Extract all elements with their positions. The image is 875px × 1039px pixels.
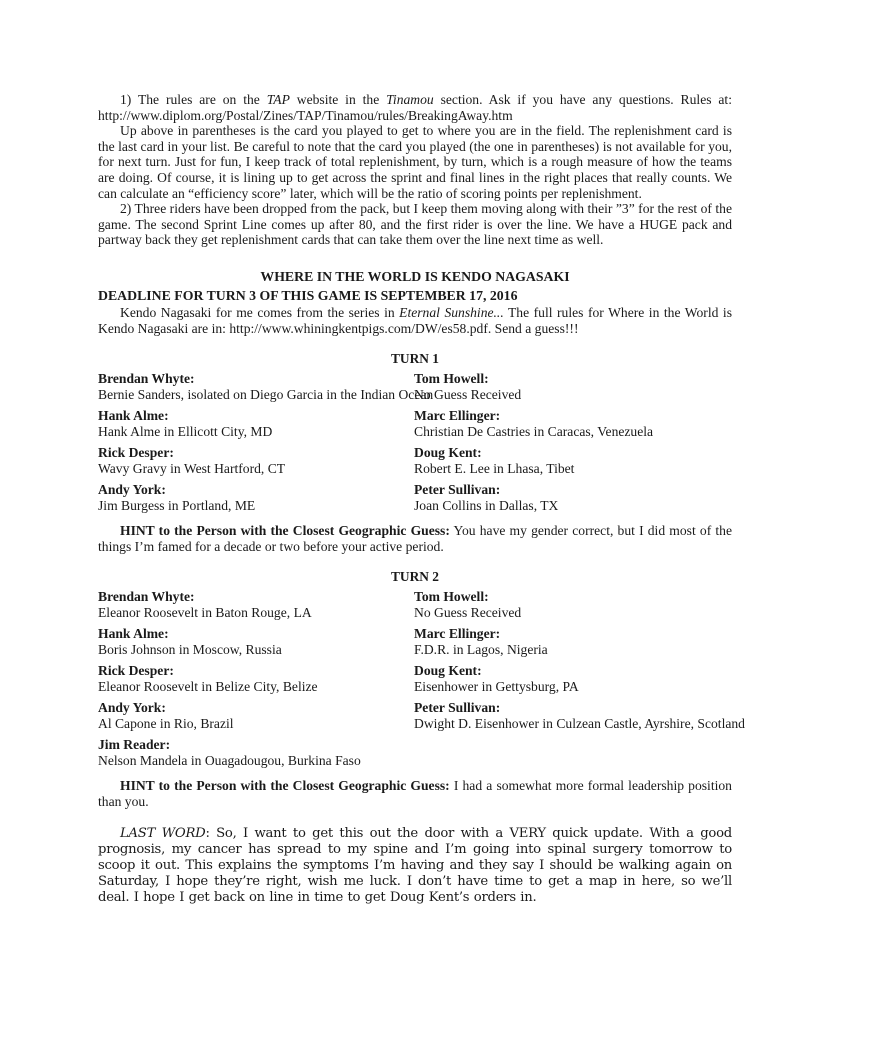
player-name: Doug Kent: bbox=[414, 445, 482, 461]
player-name: Rick Desper: bbox=[98, 445, 174, 461]
game-intro bbox=[98, 305, 732, 336]
riders-paragraph: 2) Three riders have been dropped from the pack, but I keep them moving along with their ”3” for the rest of the game. The second Sprint Line comes up after 80, and the first rider is over the line. We have a HUGE pack and partway back they get replenishment cards that can take them over the line next time as well. bbox=[98, 201, 732, 248]
guess-row bbox=[98, 445, 732, 482]
guess-entry bbox=[414, 408, 875, 440]
player-name: Hank Alme: bbox=[98, 626, 169, 642]
player-name: Doug Kent: bbox=[414, 663, 482, 679]
tap-term: TAP bbox=[266, 92, 290, 107]
player-guess: No Guess Received bbox=[414, 605, 522, 621]
guess-entry bbox=[414, 626, 875, 658]
guess-grid bbox=[98, 371, 732, 519]
player-guess: No Guess Received bbox=[414, 387, 522, 403]
turn-section bbox=[98, 569, 745, 809]
last-word-text: : So, I want to get this out the door with a VERY quick update. With a good prognosis, my cancer has spread to my spine and I’m going into spinal surgery tomorrow to scoop it out. This explains the symptoms I’m having and they say I should be walking again on Saturday, I hope they’re right, wish me luck. I don’t have time to get a map in here, so we’ll deal. I hope I get back on line in time to get Doug Kent’s orders in. bbox=[98, 825, 733, 905]
player-name: Jim Reader: bbox=[98, 737, 171, 753]
rules-url-text: section. Ask if you have any questions. Rules at: http://www.diplom.org/Postal/Zines/TAP/Tinamou/rules/BreakingAway.htm bbox=[98, 92, 732, 123]
deadline-heading: DEADLINE FOR TURN 3 OF THIS GAME IS SEPTEMBER 17, 2016 bbox=[98, 287, 518, 303]
player-guess: Al Capone in Rio, Brazil bbox=[98, 716, 234, 732]
player-name: Andy York: bbox=[98, 700, 166, 716]
series-title: Eternal Sunshine... bbox=[399, 304, 504, 320]
tinamou-term: Tinamou bbox=[386, 92, 434, 107]
player-name: Tom Howell: bbox=[414, 371, 489, 387]
player-guess: Joan Collins in Dallas, TX bbox=[414, 498, 559, 514]
hint-label: HINT to the Person with the Closest Geographic Guess: bbox=[120, 523, 450, 539]
guess-entry bbox=[414, 700, 875, 732]
guess-entry bbox=[414, 663, 875, 695]
player-name: Marc Ellinger: bbox=[414, 626, 501, 642]
player-guess: Nelson Mandela in Ouagadougou, Burkina Faso bbox=[98, 753, 361, 769]
player-name: Peter Sullivan: bbox=[414, 700, 501, 716]
player-guess: Dwight D. Eisenhower in Culzean Castle, Ayrshire, Scotland bbox=[414, 716, 745, 732]
player-guess: F.D.R. in Lagos, Nigeria bbox=[414, 642, 548, 658]
player-guess: Jim Burgess in Portland, ME bbox=[98, 498, 256, 514]
player-name: Rick Desper: bbox=[98, 663, 174, 679]
intro-text: Kendo Nagasaki for me comes from the series in bbox=[120, 304, 400, 320]
rules-text: website in the bbox=[289, 92, 387, 107]
intro-text: The full rules for Where in the World is Kendo Nagasaki are in: http://www.whiningkentpigs.com/DW/es58.pdf. Send a guess!!! bbox=[98, 304, 732, 336]
player-guess: Eleanor Roosevelt in Baton Rouge, LA bbox=[98, 605, 312, 621]
guess-row bbox=[98, 700, 745, 737]
player-name: Marc Ellinger: bbox=[414, 408, 501, 424]
hint-label: HINT to the Person with the Closest Geographic Guess: bbox=[120, 778, 450, 794]
player-name: Hank Alme: bbox=[98, 408, 169, 424]
hint-paragraph bbox=[98, 523, 732, 554]
guess-row bbox=[98, 482, 732, 519]
player-name: Andy York: bbox=[98, 482, 166, 498]
guess-entry bbox=[414, 589, 875, 621]
player-name: Peter Sullivan: bbox=[414, 482, 501, 498]
guess-row bbox=[98, 408, 732, 445]
player-guess: Christian De Castries in Caracas, Venezuela bbox=[414, 424, 654, 440]
player-guess: Hank Alme in Ellicott City, MD bbox=[98, 424, 273, 440]
guess-entry bbox=[98, 737, 578, 769]
player-guess: Wavy Gravy in West Hartford, CT bbox=[98, 461, 286, 477]
player-name: Brendan Whyte: bbox=[98, 371, 195, 387]
turn-heading: TURN 1 bbox=[391, 351, 439, 367]
guess-entry bbox=[414, 482, 875, 514]
rules-paragraph bbox=[98, 92, 732, 123]
player-name: Tom Howell: bbox=[414, 589, 489, 605]
guess-row bbox=[98, 737, 732, 774]
document-page bbox=[98, 92, 745, 906]
hint-paragraph bbox=[98, 778, 732, 809]
hint-text: You have my gender correct, but I did most of the things I’m famed for a decade or two before your active period. bbox=[98, 523, 732, 554]
turn-section bbox=[98, 351, 732, 554]
player-name: Brendan Whyte: bbox=[98, 589, 195, 605]
guess-row bbox=[98, 371, 732, 408]
guess-entry bbox=[414, 371, 875, 403]
guess-entry bbox=[414, 445, 875, 477]
guess-grid bbox=[98, 589, 745, 774]
last-word-label: LAST WORD bbox=[120, 825, 206, 841]
guess-row bbox=[98, 626, 732, 663]
guess-row bbox=[98, 589, 732, 626]
player-guess: Bernie Sanders, isolated on Diego Garcia in the Indian Ocean bbox=[98, 387, 434, 403]
guess-row bbox=[98, 663, 732, 700]
hint-text: I had a somewhat more formal leadership position than you. bbox=[98, 778, 732, 809]
rules-text: 1) The rules are on the bbox=[120, 92, 267, 107]
player-guess: Eleanor Roosevelt in Belize City, Belize bbox=[98, 679, 318, 695]
replenishment-paragraph: Up above in parentheses is the card you played to get to where you are in the field. The replenishment card is the last card in your list. Be careful to note that the card you played (the one in parentheses) is not available for you, for next turn. Just for fun, I keep track of total replenishment, by turn, which is a rough measure of how the teams are doing. Of course, it is lining up to get across the sprint and final lines in the right places that really counts. We can calculate an “efficiency score” later, which will be the ratio of scoring points per replenishment. bbox=[98, 123, 732, 201]
turn-heading: TURN 2 bbox=[391, 569, 439, 585]
player-guess: Robert E. Lee in Lhasa, Tibet bbox=[414, 461, 575, 477]
player-guess: Eisenhower in Gettysburg, PA bbox=[414, 679, 579, 695]
game-title: WHERE IN THE WORLD IS KENDO NAGASAKI bbox=[260, 268, 570, 284]
player-guess: Boris Johnson in Moscow, Russia bbox=[98, 642, 282, 658]
last-word-paragraph bbox=[98, 826, 732, 906]
